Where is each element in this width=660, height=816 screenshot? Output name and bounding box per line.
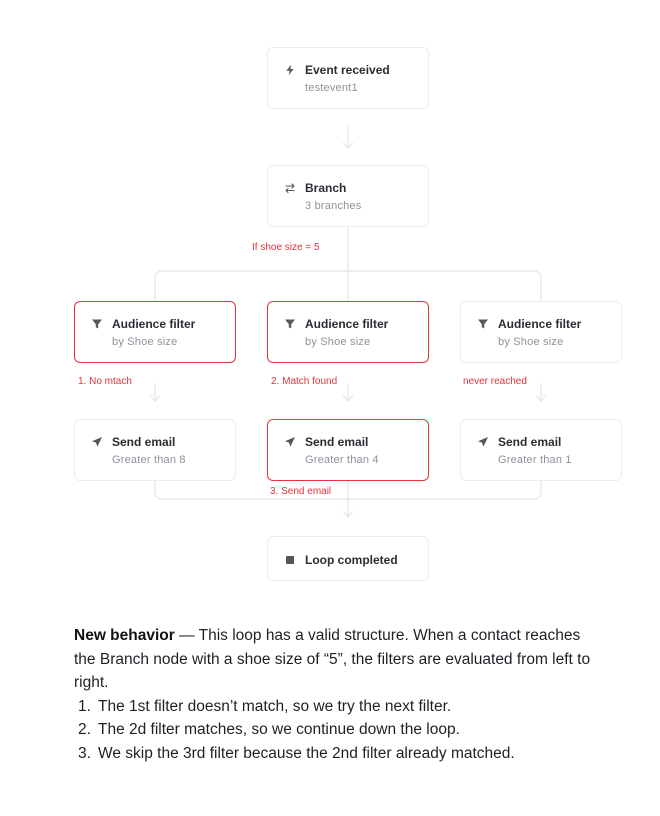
funnel-icon [91,318,103,330]
description-heading: New behavior [74,627,175,644]
audience-filter-node-3[interactable] [460,301,622,363]
node-title: Audience filter [305,317,389,331]
description-intro [74,624,594,695]
step-text: The 2d filter matches, so we continue down the loop. [98,721,460,738]
paper-plane-icon [477,436,489,448]
send-email-node-3[interactable] [460,419,622,481]
audience-filter-node-1[interactable] [74,301,236,363]
node-subtitle: Greater than 4 [305,454,379,466]
list-item [78,718,594,742]
match-found-label: 2. Match found [271,376,338,387]
node-subtitle: 3 branches [305,200,362,212]
node-title: Audience filter [498,317,582,331]
lightning-icon [284,64,296,76]
loop-completed-node[interactable] [267,536,429,581]
step-text: We skip the 3rd filter because the 2nd filter already matched. [98,744,515,762]
steps-list [74,695,594,766]
node-title: Event received [305,63,390,77]
step-number: 1. [78,697,91,715]
node-title: Audience filter [112,317,196,331]
no-match-label: 1. No mtach [78,376,132,387]
node-subtitle: Greater than 8 [112,454,186,466]
list-item [78,695,594,719]
condition-label: If shoe size = 5 [252,242,320,253]
node-title: Send email [498,435,562,449]
swap-arrows-icon [284,182,296,194]
node-title: Send email [305,435,369,449]
step-number: 3. [78,744,91,762]
never-reached-label: never reached [463,376,527,387]
node-subtitle: by Shoe size [498,336,564,348]
step-number: 2. [78,721,91,738]
send-email-label: 3. Send email [270,486,332,497]
funnel-icon [477,318,489,330]
node-subtitle: Greater than 1 [498,454,572,466]
stop-square-icon [284,554,296,566]
paper-plane-icon [284,436,296,448]
node-subtitle: by Shoe size [305,336,371,348]
node-subtitle: by Shoe size [112,336,178,348]
paper-plane-icon [91,436,103,448]
funnel-icon [284,318,296,330]
branch-node[interactable] [267,165,429,227]
send-email-node-2[interactable] [267,419,429,481]
audience-filter-node-2[interactable] [267,301,429,363]
event-received-node[interactable] [267,47,429,109]
step-text: The 1st filter doesn’t match, so we try the next filter. [98,697,452,715]
list-item [78,742,594,766]
node-subtitle: testevent1 [305,82,358,94]
send-email-node-1[interactable] [74,419,236,481]
node-title: Send email [112,435,176,449]
node-title: Loop completed [305,552,398,567]
node-title: Branch [305,181,347,195]
behavior-description [74,624,594,765]
description-text: — This loop has a valid structure. When a contact reaches the Branch node with a shoe size of “5”, the filters are evaluated from left to right. [74,627,591,691]
